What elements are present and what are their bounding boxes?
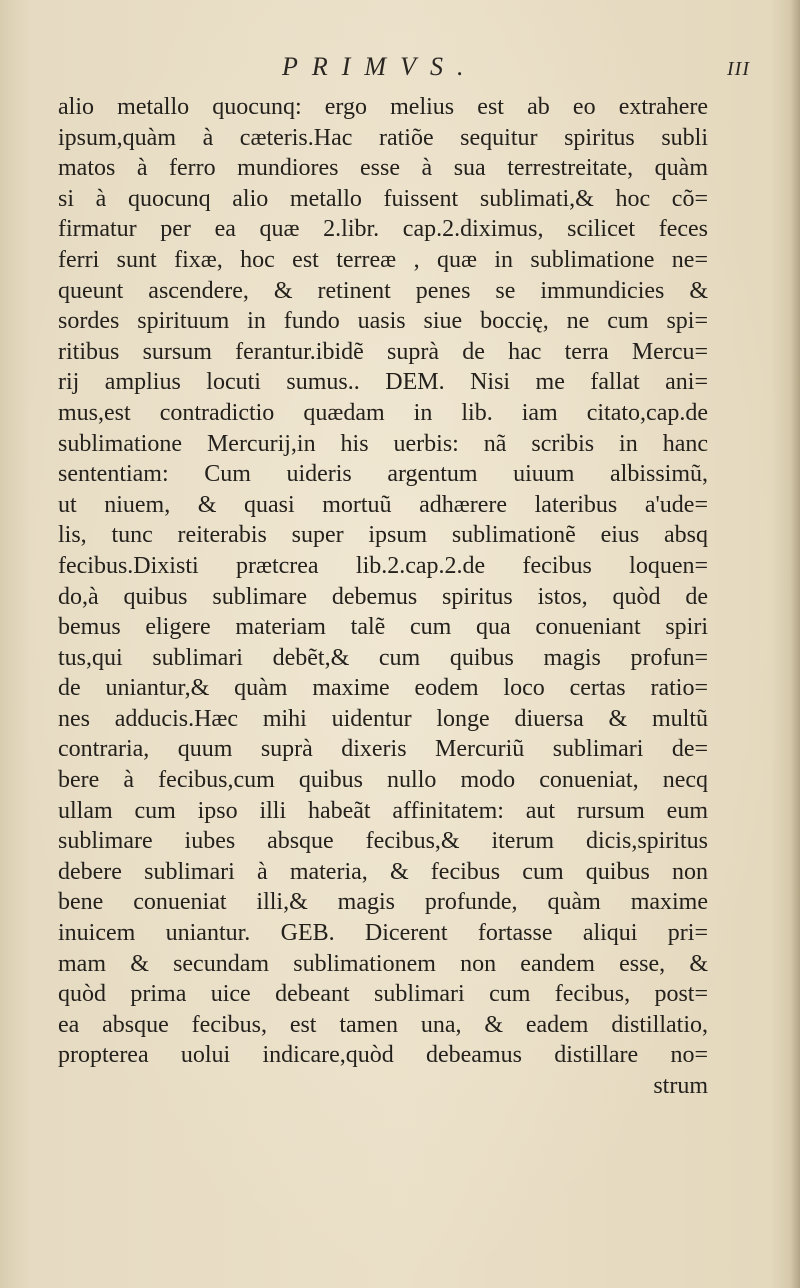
page-edge-shadow [790, 0, 800, 1288]
text-line: tus,qui sublimari debẽt,& cum quibus magis profun= [58, 644, 708, 671]
text-line: ipsum,quàm à cæteris.Hac ratiõe sequitur spiritus subli [58, 124, 708, 151]
text-line: inuicem uniantur. GEB. Dicerent fortasse aliqui pri= [58, 920, 708, 947]
text-line: rij amplius locuti sumus.. DEM. Nisi me fallat ani= [58, 369, 708, 396]
catchword: strum [653, 1073, 708, 1099]
text-line: sententiam: Cum uideris argentum uiuum albissimũ, [58, 461, 708, 488]
text-line: bene conueniat illi,& magis profunde, quàm maxime [58, 889, 708, 916]
text-line: ea absque fecibus, est tamen una, & eadem distillatio, [58, 1011, 708, 1038]
text-line: debere sublimari à materia, & fecibus cum quibus non [58, 858, 708, 885]
text-line: matos à ferro mundiores esse à sua terrestreitate, quàm [58, 155, 708, 182]
text-line: queunt ascendere, & retinent penes se immundicies & [58, 277, 708, 304]
text-line: quòd prima uice debeant sublimari cum fecibus, post= [58, 981, 708, 1008]
text-line: de uniantur,& quàm maxime eodem loco certas ratio= [58, 675, 708, 702]
text-line: ullam cum ipso illi habeãt affinitatem: aut rursum eum [58, 797, 708, 824]
text-line: firmatur per ea quæ 2.libr. cap.2.diximus, scilicet feces [58, 216, 708, 243]
text-line: sublimare iubes absque fecibus,& iterum dicis,spiritus [58, 828, 708, 855]
page-header [60, 52, 760, 92]
running-head: PRIMVS. [282, 52, 478, 81]
text-line: sordes spirituum in fundo uasis siue boccię, ne cum spi= [58, 308, 708, 335]
text-line: sublimatione Mercurij,in his uerbis: nã scribis in hanc [58, 430, 708, 457]
text-line: mus,est contradictio quædam in lib. iam citato,cap.de [58, 399, 708, 426]
text-line: propterea uolui indicare,quòd debeamus distillare no= [58, 1042, 708, 1069]
text-line: mam & secundam sublimationem non eandem esse, & [58, 950, 708, 977]
text-line: ritibus sursum ferantur.ibidẽ suprà de hac terra Mercu= [58, 338, 708, 365]
text-line: alio metallo quocunq: ergo melius est ab eo extrahere [58, 94, 708, 120]
text-line: bemus eligere materiam talẽ cum qua conueniant spiri [58, 614, 708, 641]
text-line: nes adducis.Hæc mihi uidentur longe diuersa & multũ [58, 705, 708, 732]
text-line: lis, tunc reiterabis super ipsum sublimationẽ eius absq [58, 522, 708, 549]
text-line: do,à quibus sublimare debemus spiritus istos, quòd de [58, 583, 708, 610]
text-line: bere à fecibus,cum quibus nullo modo conueniat, necq [58, 767, 708, 794]
text-line: fecibus.Dixisti prætcrea lib.2.cap.2.de fecibus loquen= [58, 552, 708, 579]
page-number: III [727, 58, 750, 80]
text-line: si à quocunq alio metallo fuissent sublimati,& hoc cõ= [58, 185, 708, 212]
text-line: contraria, quum suprà dixeris Mercuriũ sublimari de= [58, 736, 708, 763]
body-text [58, 92, 708, 1102]
text-line: ferri sunt fixæ, hoc est terreæ , quæ in sublimatione ne= [58, 246, 708, 273]
text-line: ut niuem, & quasi mortuũ adhærere lateribus a'ude= [58, 491, 708, 518]
